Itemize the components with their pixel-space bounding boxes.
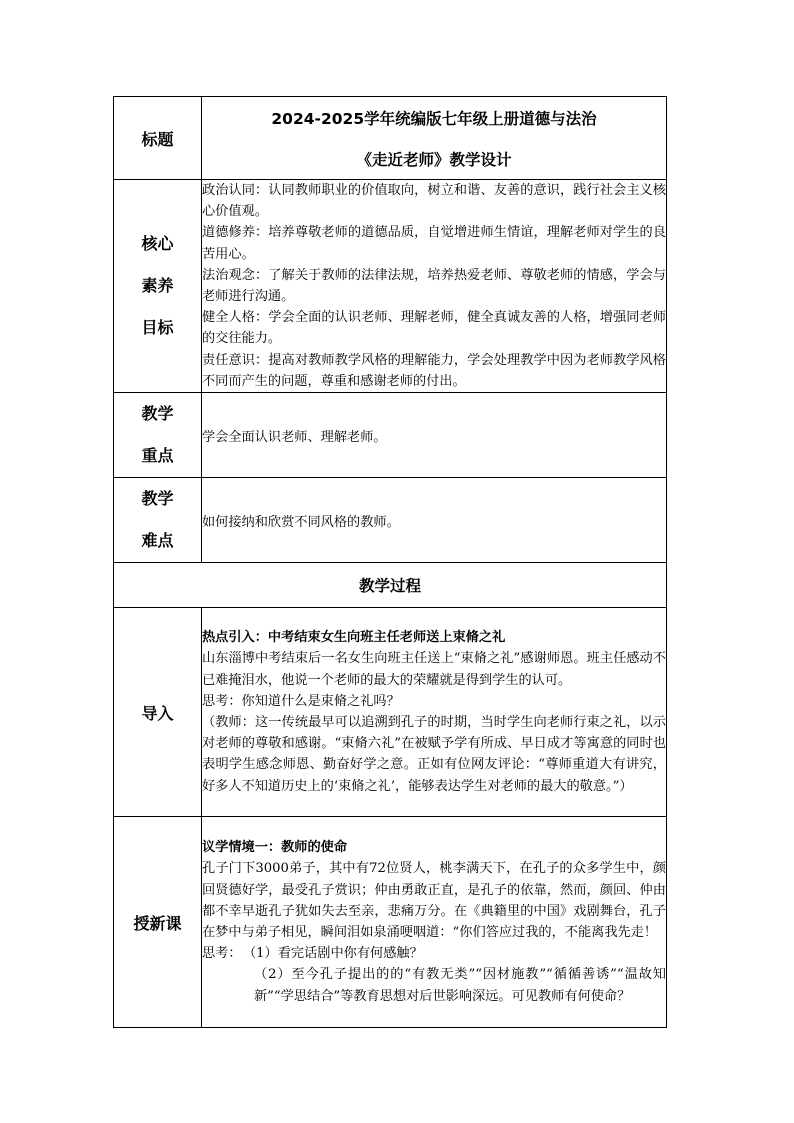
core-paragraph: 道德修养：培养尊敬老师的道德品质，自觉增进师生情谊，理解老师对学生的良苦用心。 (202, 225, 666, 262)
question-2: （2）至今孔子提出的的“有教无类”“因材施教”“循循善诱”“温故知新”“学思结合”等教育思想对后世影响深远。可见教师有何使命？ (254, 967, 666, 1004)
core-paragraph: 健全人格：学会全面的认识老师、理解老师，健全真诚友善的人格，增强同老师的交往能力。 (202, 310, 666, 347)
intro-paragraph: 山东淄博中考结束后一名女生向班主任送上“束脩之礼”感谢师恩。班主任感动不已难掩泪水，他说一个老师的最大的荣耀就是得到学生的认可。 (202, 651, 666, 688)
new-lesson-row (114, 817, 667, 1028)
new-lesson-label: 授新课 (114, 817, 202, 1028)
core-label-line: 素养 (141, 276, 174, 296)
core-literacy-row (114, 180, 667, 393)
core-literacy-label (114, 180, 202, 393)
process-heading: 教学过程 (114, 563, 667, 608)
process-heading-row (114, 563, 667, 608)
intro-question: 思考：你知道什么是束脩之礼吗？ (202, 693, 400, 709)
difficulty-label-line: 教学 (141, 489, 174, 509)
difficulty-label-line: 难点 (141, 531, 174, 551)
intro-teacher-note: （教师：这一传统最早可以追溯到孔子的时期，当时学生向老师行束之礼，以示对老师的尊敬和感谢。“束脩六礼”在被赋予学有所成、早日成才等寓意的同时也表明学生感念师恩、勤奋好学之意。正如有位网友评论：“尊师重道大有讲究，好多人不知道历史上的‘束脩之礼’，能够表达学生对老师的最大的敬意。”） (202, 715, 666, 794)
key-point-text: 学会全面认识老师、理解老师。 (202, 393, 667, 478)
core-paragraph: 法治观念：了解关于教师的法律法规，培养热爱老师、尊敬老师的情感，学会与老师进行沟通。 (202, 267, 666, 305)
core-paragraph: 政治认同：认同教师职业的价值取向，树立和谐、友善的意识，践行社会主义核心价值观。 (202, 183, 666, 220)
key-point-row (114, 393, 667, 478)
lesson-plan-table (113, 96, 667, 1028)
key-point-label-line: 重点 (141, 446, 174, 466)
question-1: （1）看完话剧中你有何感触？ (249, 946, 423, 962)
title-label: 标题 (114, 97, 202, 180)
new-lesson-think (202, 943, 666, 964)
new-lesson-subhead: 议学情境一：教师的使命 (202, 840, 348, 856)
key-point-label (114, 393, 202, 478)
new-lesson-paragraph: 孔子门下3000弟子，其中有72位贤人，桃李满天下，在孔子的众多学生中，颜回贤德好学，最受孔子赏识；仲由勇敢正直，是孔子的依靠，然而，颜回、仲由都不幸早逝孔子犹如失去至亲，悲痛万分。在《典籍里的中国》戏剧舞台，孔子在梦中与弟子相见，瞬间泪如泉涌哽咽道：“你们答应过我的，不能离我先走！ (202, 861, 666, 941)
difficulty-label (114, 478, 202, 563)
intro-subhead: 热点引入：中考结束女生向班主任老师送上束脩之礼 (202, 630, 506, 646)
think-label: 思考： (202, 946, 242, 962)
intro-label: 导入 (114, 608, 202, 817)
core-paragraph: 责任意识：提高对教师教学风格的理解能力，学会处理教学中因为老师教学风格不同而产生的问题，尊重和感谢老师的付出。 (202, 352, 666, 389)
difficulty-text: 如何接纳和欣赏不同风格的教师。 (202, 478, 667, 563)
core-literacy-content (202, 180, 667, 393)
difficulty-row (114, 478, 667, 563)
intro-content (202, 608, 667, 817)
key-point-label-line: 教学 (141, 404, 174, 424)
core-label-line: 核心 (141, 234, 174, 254)
document-title-line1: 2024-2025学年统编版七年级上册道德与法治 (271, 109, 597, 128)
title-cell (202, 97, 667, 180)
new-lesson-content (202, 817, 667, 1028)
title-row (114, 97, 667, 180)
core-label-line: 目标 (141, 318, 174, 338)
document-title-line2: 《走近老师》教学设计 (356, 150, 512, 169)
intro-row (114, 608, 667, 817)
